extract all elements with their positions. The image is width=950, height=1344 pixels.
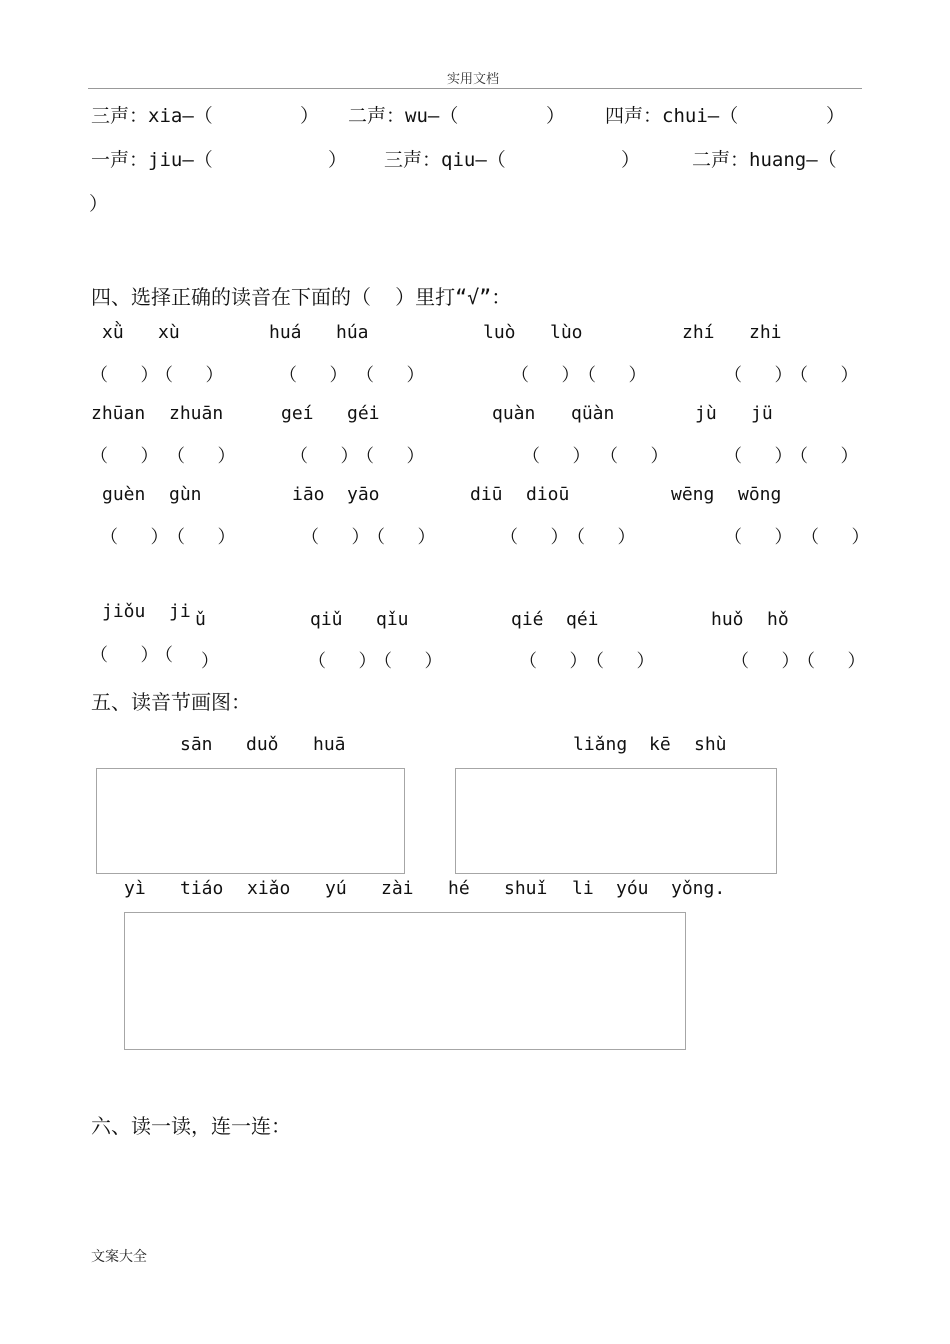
answer-paren[interactable]: （ ） — [797, 651, 866, 672]
pinyin-option: yāo — [347, 484, 380, 505]
section-5-title: 五、读音节画图： — [91, 690, 251, 714]
answer-paren[interactable]: （ ） — [500, 527, 569, 548]
drawing-box-3[interactable] — [124, 912, 686, 1050]
syllable: shù — [694, 734, 727, 755]
answer-paren[interactable]: （ ） — [522, 446, 591, 467]
pinyin-option: iāo — [292, 484, 325, 505]
pinyin-option: wēng — [671, 484, 715, 505]
syllable: liǎng — [573, 734, 628, 755]
tone-item-label: 二声：wu—（ — [348, 105, 459, 127]
answer-paren[interactable]: （ ） — [724, 527, 793, 548]
answer-paren[interactable]: （ ） — [90, 645, 159, 666]
syllable: kē — [649, 734, 671, 755]
answer-paren[interactable]: （ ） — [90, 446, 159, 467]
pinyin-option: wōng — [738, 484, 782, 505]
answer-paren[interactable]: （ ） — [731, 651, 800, 672]
answer-paren[interactable]: （ ） — [790, 446, 859, 467]
answer-paren[interactable]: （ ） — [578, 365, 647, 386]
pinyin-option: zhí — [682, 322, 715, 343]
pinyin-option: qié — [511, 609, 544, 630]
answer-paren[interactable]: （ ） — [356, 365, 425, 386]
answer-paren[interactable]: （ ） — [586, 651, 655, 672]
page-footer: 文案大全 — [91, 1249, 147, 1265]
syllable: li — [572, 878, 594, 899]
pinyin-option: xǜ — [102, 322, 124, 343]
syllable: zài — [381, 878, 414, 899]
tone-item-label: 三声：xia—（ — [91, 105, 213, 127]
pinyin-option: jü — [751, 403, 773, 424]
answer-paren[interactable]: （ ） — [308, 651, 377, 672]
answer-paren[interactable]: （ ） — [279, 365, 348, 386]
pinyin-option: qüàn — [571, 403, 615, 424]
pinyin-option: guèn — [102, 484, 146, 505]
pinyin-option: quàn — [492, 403, 536, 424]
pinyin-option: luò — [483, 322, 516, 343]
answer-paren[interactable]: （ ） — [511, 365, 580, 386]
answer-paren[interactable]: （ ） — [367, 527, 436, 548]
syllable: yú — [325, 878, 347, 899]
answer-paren[interactable]: （ ） — [724, 365, 793, 386]
answer-paren[interactable]: （ ） — [167, 527, 236, 548]
pinyin-option: diū — [470, 484, 503, 505]
pinyin-option: xù — [158, 322, 180, 343]
section-4-title: 四、选择正确的读音在下面的（ ）里打“√”： — [91, 285, 512, 309]
answer-paren[interactable]: （ ） — [290, 446, 359, 467]
syllable: shuǐ — [504, 878, 548, 899]
tone-item-label: 四声：chui—（ — [605, 105, 739, 127]
pinyin-option: gùn — [169, 484, 202, 505]
pinyin-option: jiǒu — [102, 601, 146, 622]
answer-paren[interactable]: （ ） — [301, 527, 370, 548]
syllable: yóu — [616, 878, 649, 899]
tone-item-close: ） — [328, 149, 348, 171]
pinyin-option: zhi — [749, 322, 782, 343]
pinyin-option: zhuān — [169, 403, 224, 424]
tone-item-label: 三声：qiu—（ — [384, 149, 506, 171]
pinyin-option: qéi — [566, 609, 599, 630]
syllable: tiáo — [180, 878, 224, 899]
answer-paren[interactable]: （ ） — [155, 365, 224, 386]
syllable: yì — [124, 878, 146, 899]
answer-paren[interactable]: （ ） — [100, 527, 169, 548]
answer-paren[interactable]: （ ） — [724, 446, 793, 467]
answer-paren-open[interactable]: （ — [155, 645, 173, 666]
tone-item-close: ） — [300, 105, 320, 127]
syllable: duǒ — [246, 734, 279, 755]
answer-paren[interactable]: （ ） — [801, 527, 870, 548]
tone-item-close: ） — [89, 193, 109, 215]
answer-paren[interactable]: （ ） — [374, 651, 443, 672]
answer-paren[interactable]: （ ） — [167, 446, 236, 467]
pinyin-option: hǒ — [767, 609, 789, 630]
section-6-title: 六、读一读，连一连： — [91, 1114, 291, 1138]
syllable: yǒng. — [671, 878, 726, 899]
drawing-box-2[interactable] — [455, 768, 777, 874]
header-rule — [88, 88, 862, 89]
syllable: hé — [448, 878, 470, 899]
tone-item-label: 二声：huang—（ — [692, 149, 837, 171]
tone-item-close: ） — [621, 149, 641, 171]
answer-paren[interactable]: （ ） — [356, 446, 425, 467]
syllable: huā — [313, 734, 346, 755]
tone-item-close: ） — [826, 105, 846, 127]
pinyin-option: huǒ — [711, 609, 744, 630]
pinyin-option: zhūan — [91, 403, 146, 424]
pinyin-option: geí — [281, 403, 314, 424]
answer-paren[interactable]: （ ） — [519, 651, 588, 672]
syllable: xiǎo — [247, 878, 291, 899]
pinyin-option: huá — [269, 322, 302, 343]
drawing-box-1[interactable] — [96, 768, 405, 874]
pinyin-option: lùo — [550, 322, 583, 343]
pinyin-option: ji — [169, 601, 191, 622]
pinyin-option: dioū — [526, 484, 570, 505]
pinyin-option: jù — [695, 403, 717, 424]
syllable: sān — [180, 734, 213, 755]
pinyin-option: qǐu — [376, 609, 409, 630]
pinyin-option: qiǔ — [310, 609, 343, 630]
page-header: 实用文档 — [447, 72, 500, 87]
answer-paren[interactable]: （ ） — [600, 446, 669, 467]
answer-paren[interactable]: （ ） — [567, 527, 636, 548]
pinyin-option: ǔ — [195, 609, 206, 630]
answer-paren[interactable]: （ ） — [90, 365, 159, 386]
answer-paren-close[interactable]: ） — [201, 651, 219, 672]
pinyin-option: géi — [347, 403, 380, 424]
answer-paren[interactable]: （ ） — [790, 365, 859, 386]
pinyin-option: húa — [336, 322, 369, 343]
tone-item-label: 一声：jiu—（ — [91, 149, 213, 171]
tone-item-close: ） — [546, 105, 566, 127]
